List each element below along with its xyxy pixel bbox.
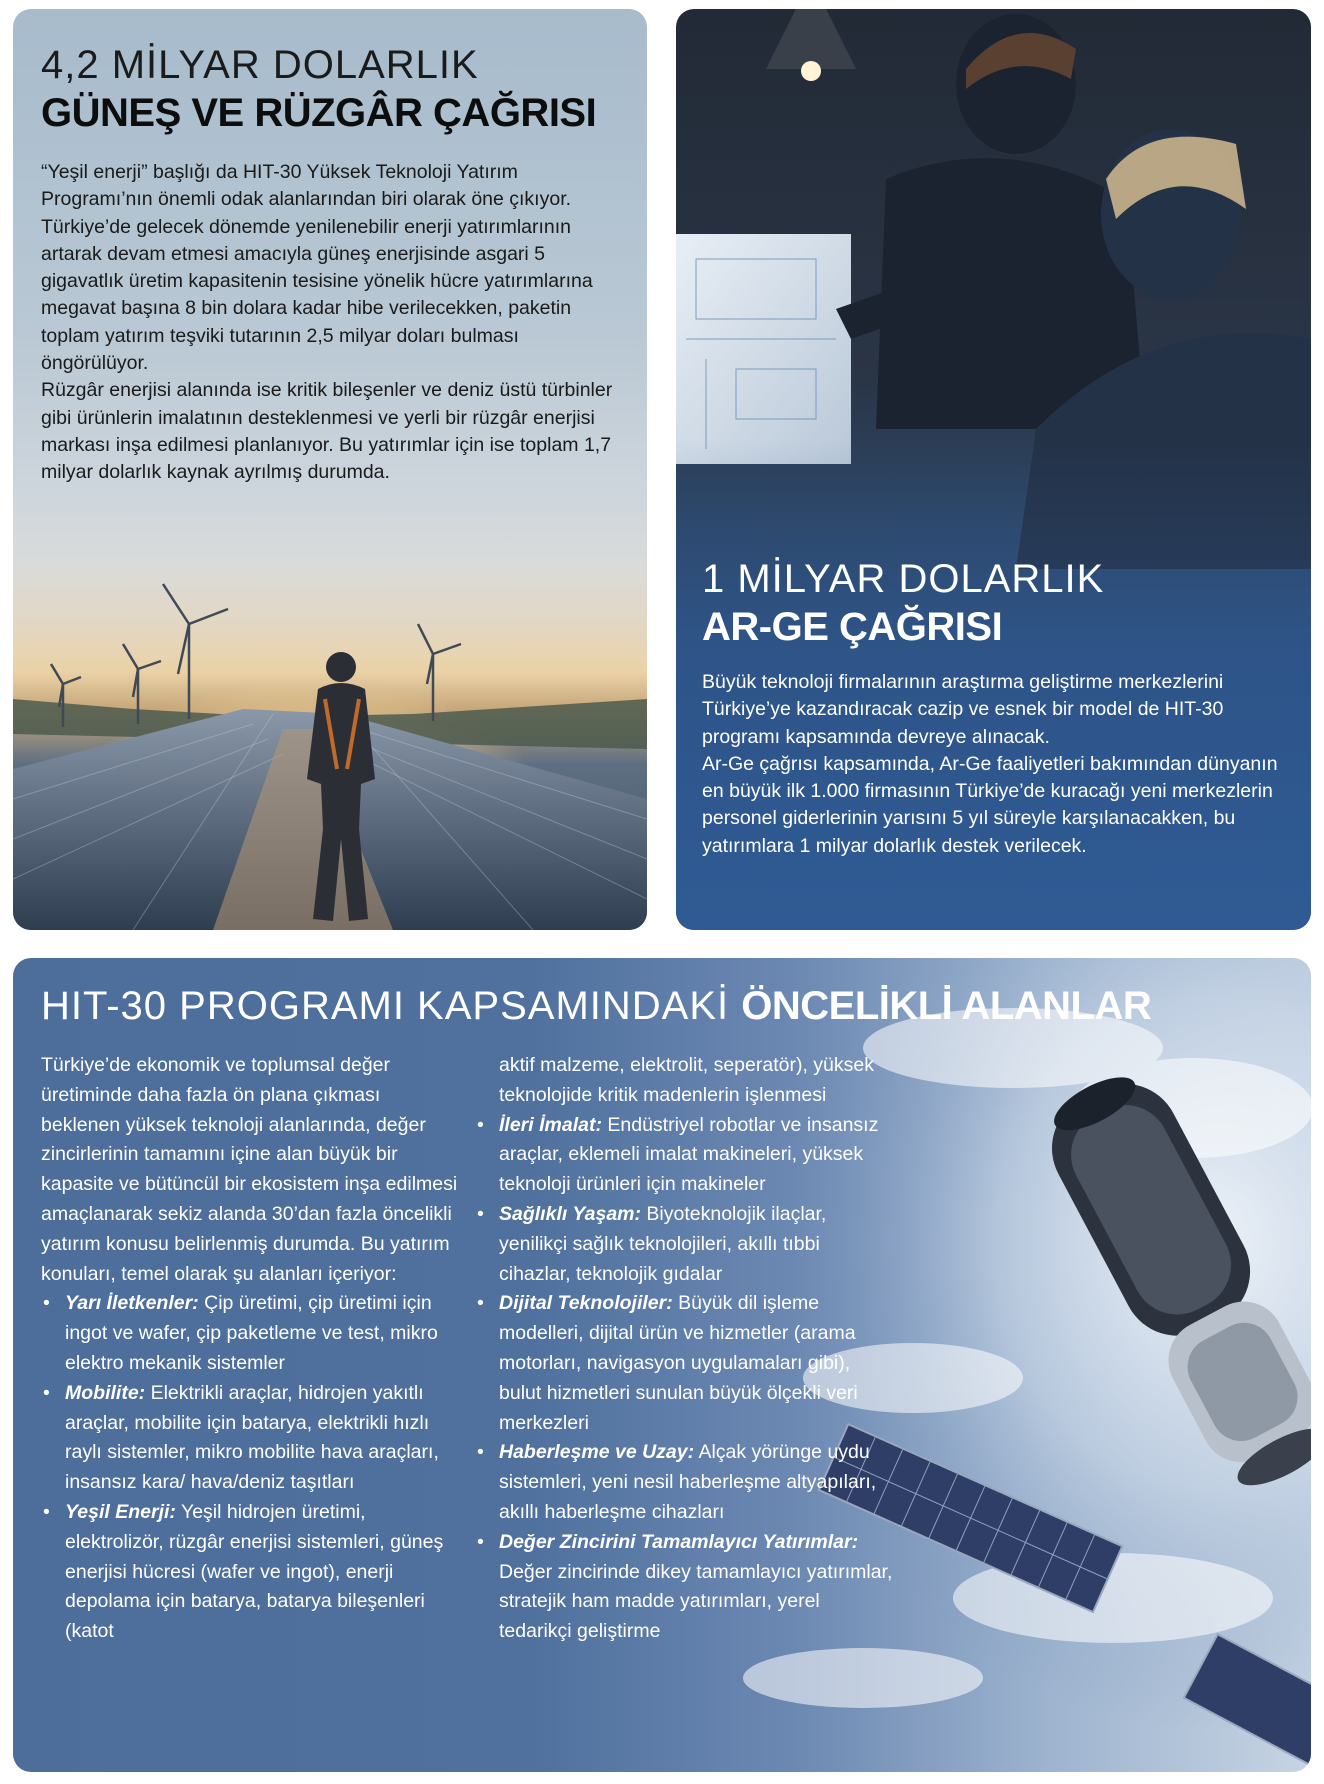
item-text: Çip üretimi, çip üretimi için ingot ve wafer, çip paketleme ve test, mikro elektro mekanik sistemler [65,1292,438,1374]
priority-column-right [475,1051,895,1647]
list-item [475,1528,895,1647]
rnd-title-line2: AR-GE ÇAĞRISI [702,605,1003,649]
item-label: Değer Zincirini Tamamlayıcı Yatırımlar: [499,1530,859,1553]
list-item [41,1498,461,1647]
bullet-icon: • [43,1381,50,1404]
item-text: Elektrikli araçlar, hidrojen yakıtlı araçlar, mobilite için batarya, elektrikli hızlı raylı sistemler, mikro mobilite hava araçları, insansız kara/ hava/deniz taşıtları [65,1381,439,1494]
energy-title-line1: 4,2 MİLYAR DOLARLIK [41,43,479,87]
bullet-icon: • [477,1202,484,1225]
bullet-icon: • [43,1292,50,1315]
rnd-title-line1: 1 MİLYAR DOLARLIK [702,557,1105,601]
rnd-body-text [702,669,1292,860]
item-text: Büyük dil işleme modelleri, dijital ürün ve hizmetler (arama motorları, navigasyon uygulamaları gibi), bulut hizmetleri sunulan büyük ölçekli veri merkezleri [499,1292,858,1434]
rnd-panel [676,9,1311,930]
item-label: Sağlıklı Yaşam: [499,1202,641,1225]
item-text: Değer zincirinde dikey tamamlayıcı yatırımlar, stratejik ham madde yatırımları, yerel tedarikçi geliştirme [499,1560,893,1643]
list-item-continued: aktif malzeme, elektrolit, seperatör), yüksek teknolojide kritik madenlerin işlenmesi [499,1054,874,1106]
list-item [41,1289,461,1378]
bullet-icon: • [43,1500,50,1523]
priority-title-regular: HIT-30 PROGRAMI KAPSAMINDAKİ [41,984,742,1028]
item-text: Yeşil hidrojen üretimi, elektrolizör, rüzgâr enerjisi sistemleri, güneş enerjisi hücresi (wafer ve ingot), enerji depolama için batarya, batarya bileşenleri (katot [65,1500,444,1643]
list-item [41,1379,461,1498]
priority-areas-panel [13,958,1311,1772]
energy-paragraph: Türkiye’de gelecek dönemde yenilenebilir enerji yatırımlarının artarak devam etmesi amacıyla güneş enerjisinde asgari 5 gigavatlık üretim kapasitenin tesisine yönelik hücre yatırımlarına megavat başına 8 bin dolara kadar hibe verilecekken, paketin toplam yatırım teşviki tutarının 2,5 milyar doları bulması öngörülüyor. [41,215,593,375]
priority-column-left [41,1051,461,1647]
list-item [475,1289,895,1438]
list-item [475,1200,895,1289]
item-label: Yeşil Enerji: [65,1500,176,1523]
energy-paragraph: “Yeşil enerji” başlığı da HIT-30 Yüksek Teknoloji Yatırım Programı’nın önemli odak alanlarından biri olarak öne çıkıyor. [41,161,572,211]
list-item [475,1438,895,1527]
item-label: Yarı İletkenler: [65,1292,199,1315]
rnd-paragraph: Büyük teknoloji firmalarının araştırma geliştirme merkezlerini Türkiye’ye kazandıracak cazip ve esnek bir model de HIT-30 programı kapsamında devreye alınacak. [702,671,1224,748]
priority-title [41,984,1151,1029]
item-label: Haberleşme ve Uzay: [499,1441,695,1464]
energy-title-line2: GÜNEŞ VE RÜZGÂR ÇAĞRISI [41,91,597,135]
energy-paragraph: Rüzgâr enerjisi alanında ise kritik bileşenler ve deniz üstü türbinler gibi ürünlerin imalatının desteklenmesi ve yerli bir rüzgâr enerjisi markası inşa edilmesi planlanıyor. Bu yatırımlar için ise toplam 1,7 milyar dolarlık kaynak ayrılmış durumda. [41,379,613,484]
priority-title-bold: ÖNCELİKLİ ALANLAR [741,984,1152,1028]
item-label: Mobilite: [65,1381,146,1404]
item-text: Alçak yörünge uydu sistemleri, yeni nesil haberleşme altyapıları, akıllı haberleşme cihazları [499,1441,877,1523]
bullet-icon: • [477,1113,484,1136]
energy-body-text [41,159,631,487]
list-item [475,1111,895,1200]
green-energy-panel [13,9,647,930]
item-text: Biyoteknolojik ilaçlar, yenilikçi sağlık teknolojileri, akıllı tıbbi cihazlar, teknolojik gıdalar [499,1202,827,1285]
priority-intro: Türkiye’de ekonomik ve toplumsal değer üretiminde daha fazla ön plana çıkması beklenen yüksek teknoloji alanlarında, değer zincirlerinin tamamını içine alan büyük bir kapasite ve bütüncül bir ekosistem inşa edilmesi amaçlanarak sekiz alanda 30’dan fazla öncelikli yatırım konusu belirlenmiş durumda. Bu yatırım konuları, temel olarak şu alanları içeriyor: [41,1054,458,1285]
item-label: İleri İmalat: [499,1113,602,1136]
item-text: Endüstriyel robotlar ve insansız araçlar, eklemeli imalat makineleri, yüksek teknoloji ürünleri için makineler [499,1113,879,1196]
bullet-icon: • [477,1292,484,1315]
bullet-icon: • [477,1441,484,1464]
rnd-paragraph: Ar-Ge çağrısı kapsamında, Ar-Ge faaliyetleri bakımından dünyanın en büyük ilk 1.000 firmasının Türkiye’de kuracağı yeni merkezlerin personel giderlerinin yarısını 5 yıl süreyle karşılanacakken, bu yatırımlara 1 milyar dolarlık destek verilecek. [702,752,1278,857]
bullet-icon: • [477,1530,484,1553]
item-label: Dijital Teknolojiler: [499,1292,673,1315]
